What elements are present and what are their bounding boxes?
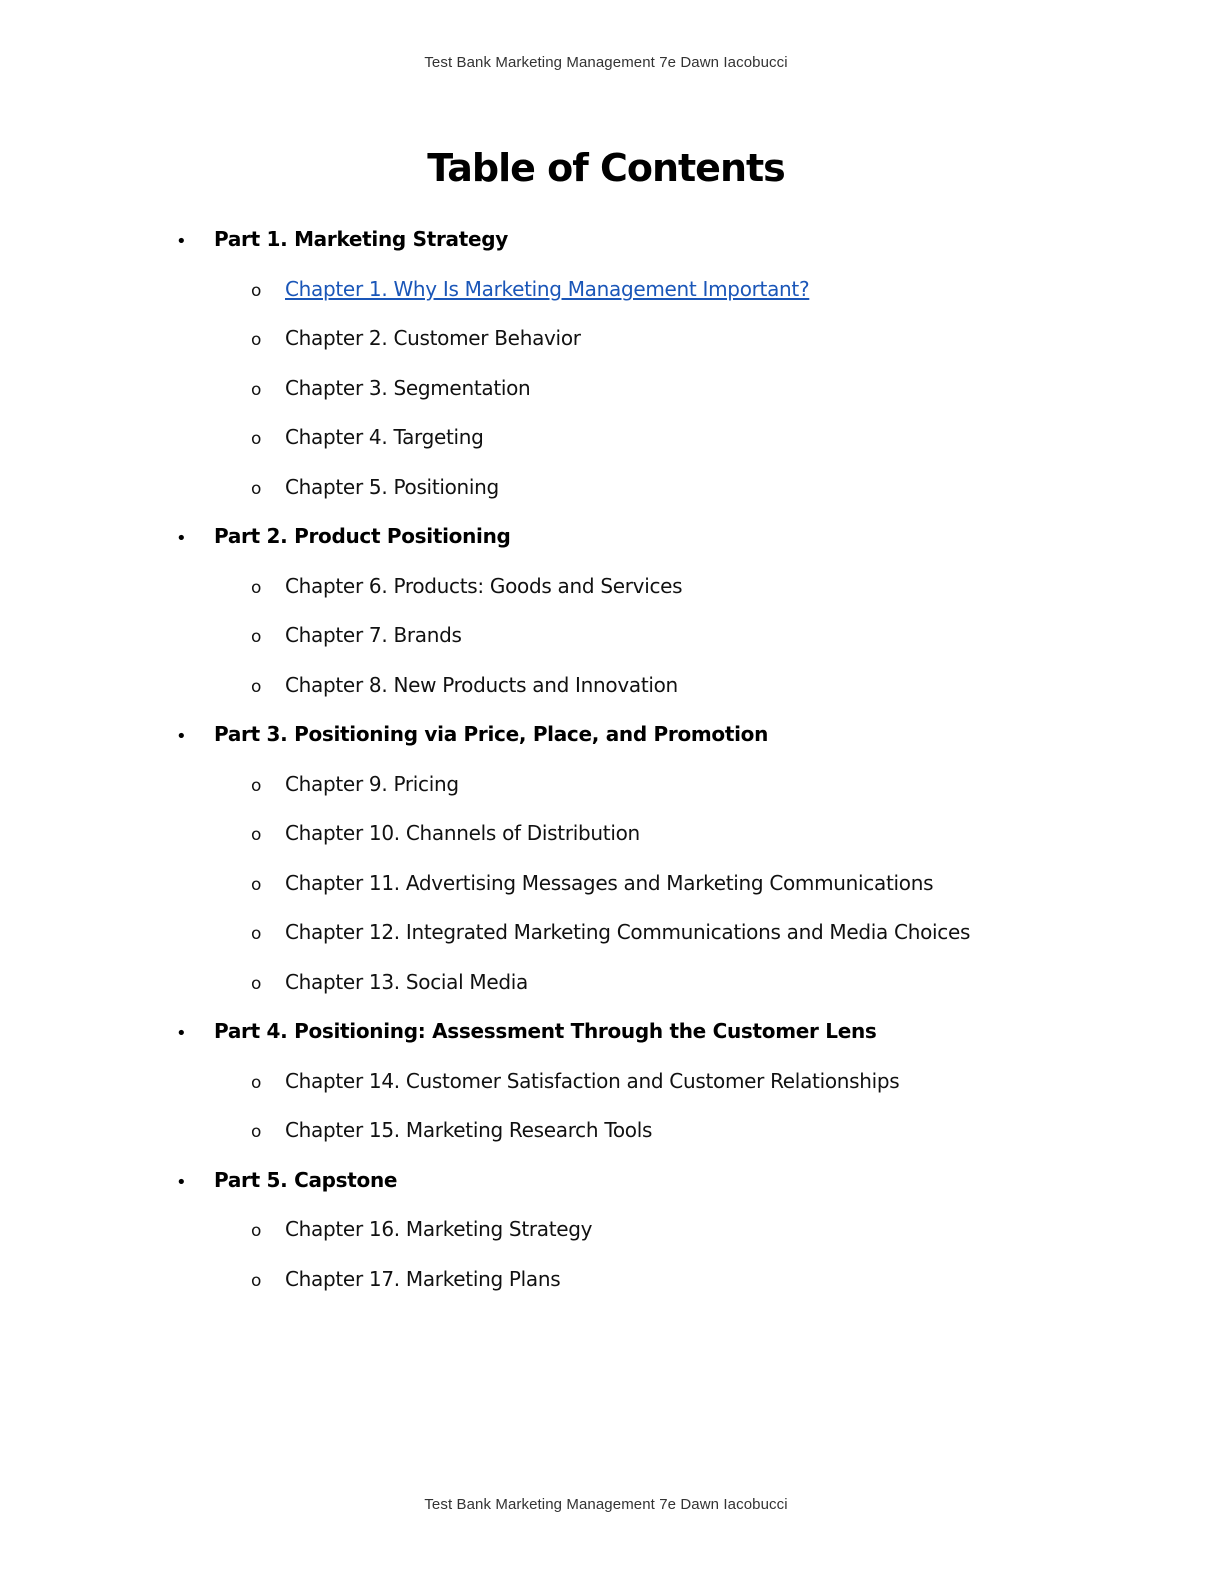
circle-bullet-icon: o: [251, 1270, 262, 1291]
toc-chapter-item: [0, 1262, 1212, 1312]
toc-part-item: [0, 717, 1212, 767]
chapter-title: Chapter 16. Marketing Strategy: [285, 1217, 593, 1241]
toc-part-item: [0, 222, 1212, 272]
toc-part-item: [0, 1163, 1212, 1213]
disc-bullet-icon: •: [176, 528, 187, 549]
circle-bullet-icon: o: [251, 775, 262, 796]
circle-bullet-icon: o: [251, 627, 262, 647]
circle-bullet-icon: o: [251, 478, 262, 499]
page-title: Table of Contents: [427, 146, 785, 190]
circle-bullet-icon: o: [251, 874, 262, 895]
circle-bullet-icon: o: [251, 676, 262, 697]
part-heading: Part 1. Marketing Strategy: [214, 227, 509, 251]
toc-chapter-item: [0, 1212, 1212, 1262]
chapter-title: Chapter 7. Brands: [285, 623, 462, 647]
toc-chapter-item: [0, 420, 1212, 470]
chapter-title: Chapter 17. Marketing Plans: [285, 1266, 561, 1291]
circle-bullet-icon: o: [251, 280, 262, 301]
disc-bullet-icon: •: [176, 1023, 187, 1044]
running-header: Test Bank Marketing Management 7e Dawn Iacobucci: [424, 54, 788, 71]
chapter-title: Chapter 8. New Products and Innovation: [285, 672, 678, 697]
toc-chapter-item: [0, 321, 1212, 371]
toc-chapter-item: [0, 618, 1212, 668]
chapter-title: Chapter 10. Channels of Distribution: [285, 821, 640, 845]
circle-bullet-icon: o: [251, 924, 262, 944]
toc-chapter-item: [0, 816, 1212, 866]
toc-chapter-item: [0, 1064, 1212, 1114]
chapter-title: Chapter 9. Pricing: [285, 771, 459, 796]
chapter-title: Chapter 5. Positioning: [285, 474, 499, 499]
circle-bullet-icon: o: [251, 973, 262, 994]
circle-bullet-icon: o: [251, 577, 262, 598]
toc-chapter-item: [0, 915, 1212, 965]
toc-chapter-item: [0, 866, 1212, 916]
chapter-title: Chapter 6. Products: Goods and Services: [285, 573, 683, 598]
part-heading: Part 3. Positioning via Price, Place, and Promotion: [214, 722, 769, 746]
part-heading: Part 5. Capstone: [214, 1167, 398, 1192]
disc-bullet-icon: •: [176, 726, 187, 747]
circle-bullet-icon: o: [251, 1122, 262, 1142]
chapter-title: Chapter 12. Integrated Marketing Communications and Media Choices: [285, 920, 971, 944]
toc-part-item: [0, 1014, 1212, 1064]
chapter-title: Chapter 15. Marketing Research Tools: [285, 1118, 653, 1142]
circle-bullet-icon: o: [251, 825, 262, 845]
circle-bullet-icon: o: [251, 429, 262, 449]
toc-chapter-item: [0, 965, 1212, 1015]
chapter-link[interactable]: Chapter 1. Why Is Marketing Management Important?: [285, 276, 810, 301]
toc-chapter-item: [0, 569, 1212, 619]
part-heading: Part 2. Product Positioning: [214, 524, 511, 548]
chapter-title: Chapter 3. Segmentation: [285, 375, 531, 400]
circle-bullet-icon: o: [251, 1221, 262, 1241]
table-of-contents: [0, 222, 1212, 1311]
toc-chapter-item: [0, 668, 1212, 718]
chapter-title: Chapter 4. Targeting: [285, 425, 484, 449]
chapter-title: Chapter 2. Customer Behavior: [285, 326, 581, 350]
circle-bullet-icon: o: [251, 379, 262, 400]
circle-bullet-icon: o: [251, 1072, 262, 1093]
toc-chapter-item[interactable]: [0, 272, 1212, 322]
toc-chapter-item: [0, 1113, 1212, 1163]
chapter-title: Chapter 11. Advertising Messages and Marketing Communications: [285, 870, 934, 895]
toc-chapter-item: [0, 371, 1212, 421]
part-heading: Part 4. Positioning: Assessment Through the Customer Lens: [214, 1019, 877, 1043]
circle-bullet-icon: o: [251, 330, 262, 350]
disc-bullet-icon: •: [176, 231, 187, 252]
disc-bullet-icon: •: [176, 1171, 187, 1193]
chapter-title: Chapter 14. Customer Satisfaction and Customer Relationships: [285, 1068, 900, 1093]
chapter-title: Chapter 13. Social Media: [285, 969, 529, 994]
toc-chapter-item: [0, 470, 1212, 520]
running-footer: Test Bank Marketing Management 7e Dawn Iacobucci: [424, 1496, 788, 1513]
toc-part-item: [0, 519, 1212, 569]
toc-chapter-item: [0, 767, 1212, 817]
